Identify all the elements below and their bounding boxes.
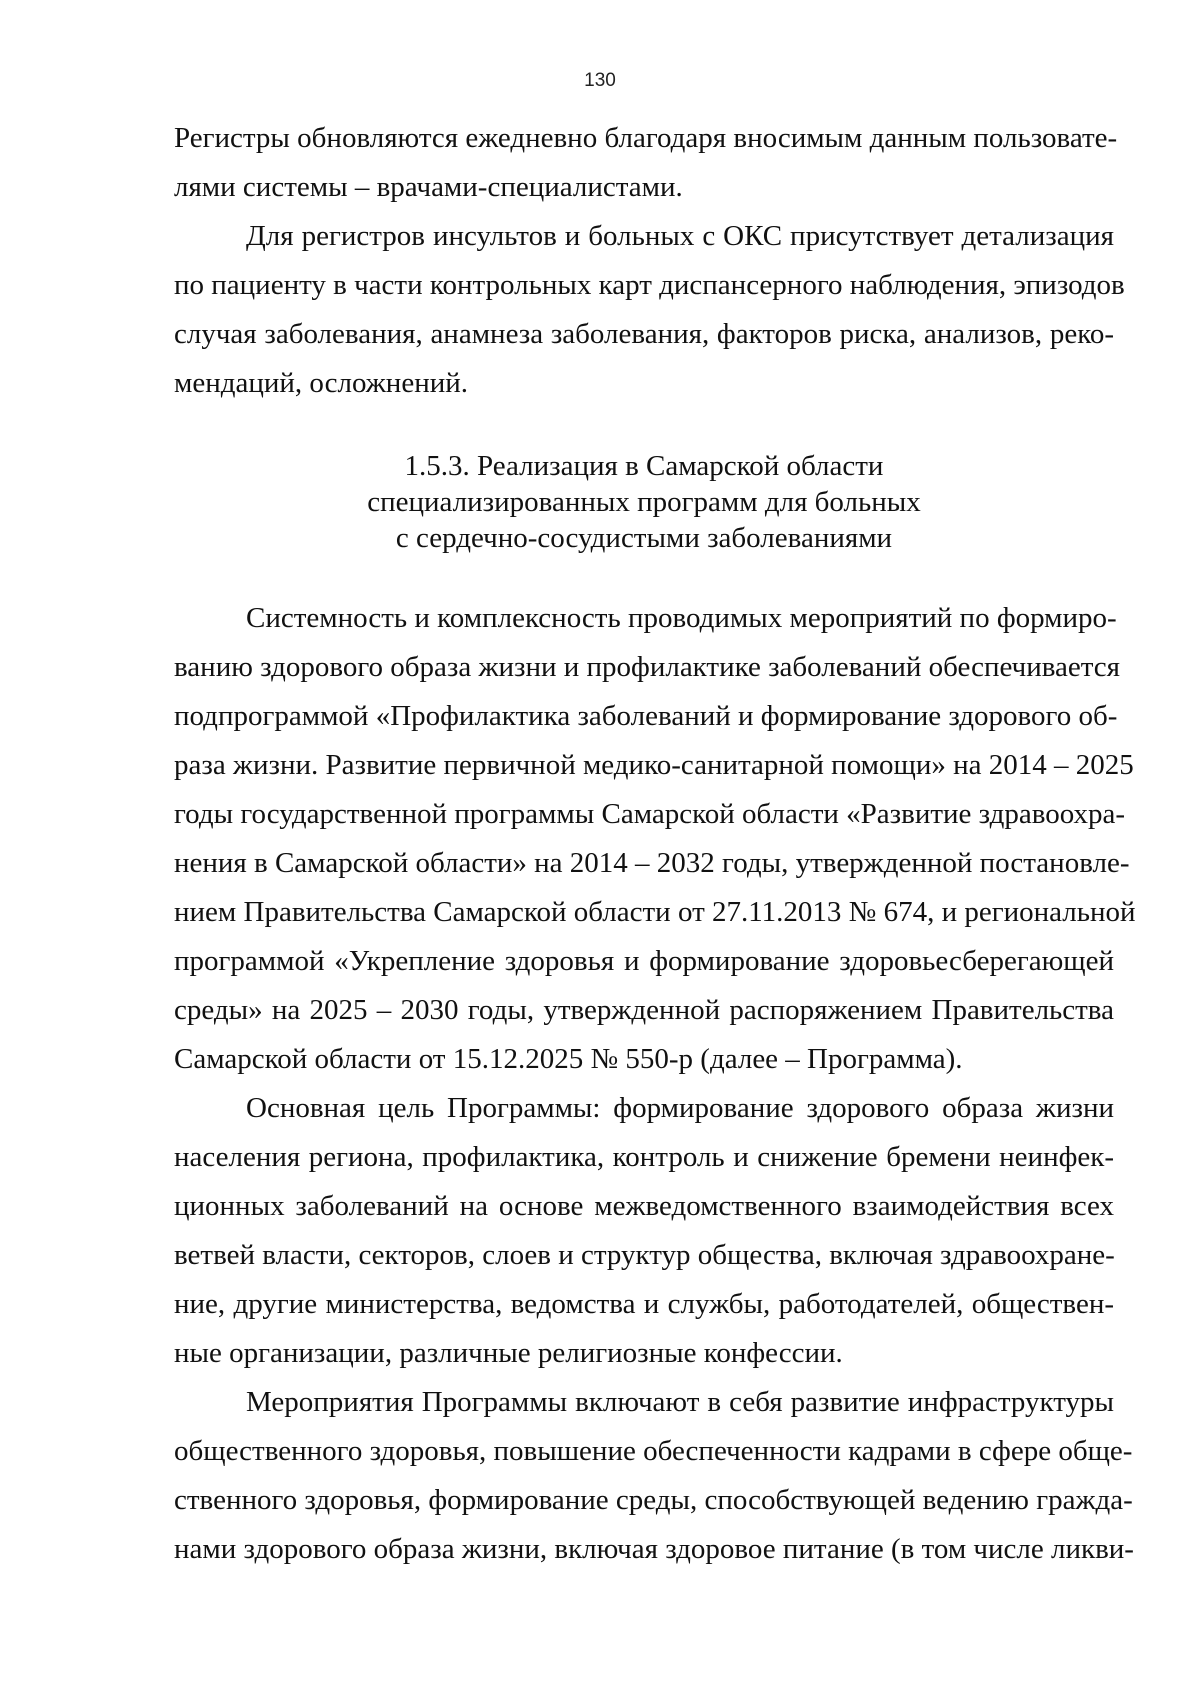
text-line: Основная цель Программы: формирование здорового образа жизни	[246, 1092, 1114, 1124]
text-line: Для регистров инсультов и больных с ОКС присутствует детализация	[246, 220, 1114, 252]
text-line: лями системы – врачами-специалистами.	[174, 171, 683, 203]
paragraph-program-activities	[174, 1378, 1134, 1574]
paragraph-program-goal	[174, 1084, 1114, 1378]
text-line: Системность и комплексность проводимых мероприятий по формиро-	[246, 602, 1117, 634]
text-line: программой «Укрепление здоровья и формирование здоровьесберегающей	[174, 945, 1114, 977]
text-line: Мероприятия Программы включают в себя развитие инфраструктуры	[246, 1386, 1114, 1418]
text-line: среды» на 2025 – 2030 годы, утвержденной распоряжением Правительства	[174, 994, 1114, 1026]
text-line: ванию здорового образа жизни и профилактике заболеваний обеспечивается	[174, 651, 1121, 683]
heading-line: специализированных программ для больных	[367, 486, 921, 518]
text-line: населения региона, профилактика, контроль и снижение бремени неинфек-	[174, 1141, 1114, 1173]
text-line: мендаций, осложнений.	[174, 367, 469, 399]
text-line: нами здорового образа жизни, включая здоровое питание (в том числе ликви-	[174, 1533, 1134, 1565]
text-line: ветвей власти, секторов, слоев и структур общества, включая здравоохране-	[174, 1239, 1115, 1271]
text-line: ционных заболеваний на основе межведомственного взаимодействия всех	[174, 1190, 1114, 1222]
text-line: нием Правительства Самарской области от 27.11.2013 № 674, и региональной	[174, 896, 1136, 928]
heading-line: 1.5.3. Реализация в Самарской области	[404, 450, 884, 482]
text-line: общественного здоровья, повышение обеспеченности кадрами в сфере обще-	[174, 1435, 1133, 1467]
text-line: подпрограммой «Профилактика заболеваний и формирование здорового об-	[174, 700, 1118, 732]
text-line: годы государственной программы Самарской области «Развитие здравоохра-	[174, 798, 1126, 830]
text-line: случая заболевания, анамнеза заболевания, факторов риска, анализов, реко-	[174, 318, 1114, 350]
text-line: Самарской области от 15.12.2025 № 550-р (далее – Программа).	[174, 1043, 963, 1075]
document-body	[174, 114, 1136, 1574]
section-heading	[174, 448, 1114, 556]
paragraph-program-system	[174, 594, 1136, 1084]
text-line: раза жизни. Развитие первичной медико-санитарной помощи» на 2014 – 2025	[174, 749, 1134, 781]
paragraph-registries-update	[174, 114, 1118, 212]
paragraph-registry-details	[174, 212, 1125, 408]
text-line: ние, другие министерства, ведомства и службы, работодателей, обществен-	[174, 1288, 1114, 1320]
text-line: ные организации, различные религиозные конфессии.	[174, 1337, 843, 1369]
text-line: Регистры обновляются ежедневно благодаря вносимым данным пользовате-	[174, 122, 1118, 154]
heading-line: с сердечно-сосудистыми заболеваниями	[395, 522, 893, 554]
text-line: нения в Самарской области» на 2014 – 2032 годы, утвержденной постановле-	[174, 847, 1130, 879]
text-line: по пациенту в части контрольных карт диспансерного наблюдения, эпизодов	[174, 269, 1125, 301]
text-line: ственного здоровья, формирование среды, способствующей ведению гражда-	[174, 1484, 1133, 1516]
page-number: 130	[584, 70, 616, 91]
